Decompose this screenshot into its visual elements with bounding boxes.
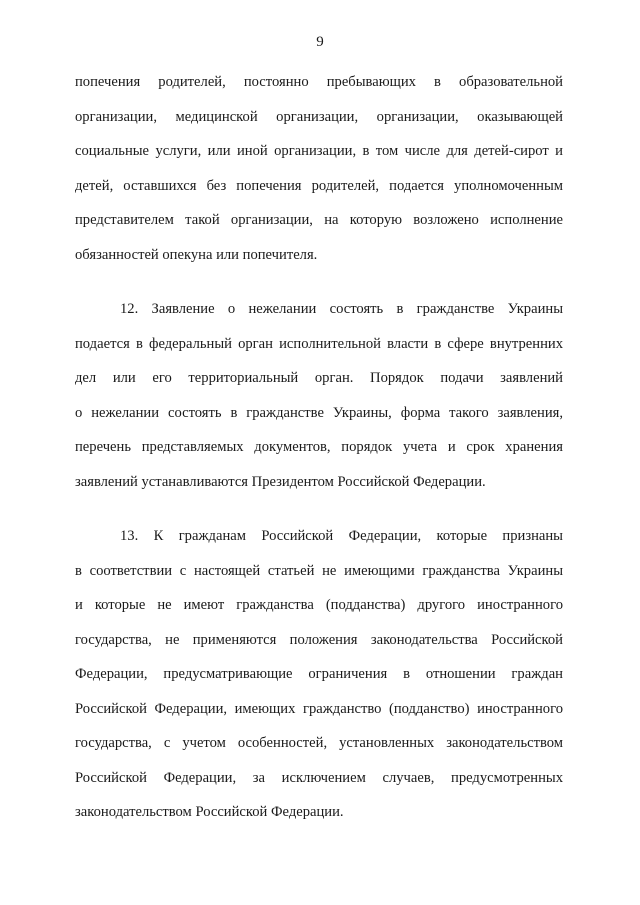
paragraph-continuation — [75, 72, 563, 279]
page-number: 9 — [316, 34, 324, 50]
paragraph-12 — [75, 299, 563, 506]
text-line: обязанностей опекуна или попечителя. — [75, 246, 318, 263]
paragraph-13 — [75, 526, 563, 837]
text-line: государства, не применяются положения законодательства Российской — [75, 631, 563, 648]
text-line: Федерации, предусматривающие ограничения в отношении граждан — [75, 666, 563, 682]
text-line: перечень представляемых документов, порядок учета и срок хранения — [75, 439, 563, 455]
text-line: социальные услуги, или иной организации, в том числе для детей-сирот и — [75, 143, 563, 159]
document-body — [75, 72, 563, 837]
text-line: 12. Заявление о нежелании состоять в гражданстве Украины — [120, 301, 563, 317]
text-line: заявлений устанавливаются Президентом Российской Федерации. — [75, 473, 486, 490]
text-line: государства, с учетом особенностей, установленных законодательством — [75, 735, 563, 751]
text-line: Российской Федерации, за исключением случаев, предусмотренных — [75, 769, 563, 786]
text-line: о нежелании состоять в гражданстве Украины, форма такого заявления, — [75, 404, 563, 421]
text-line: организации, медицинской организации, организации, оказывающей — [75, 108, 563, 125]
text-line: подается в федеральный орган исполнительной власти в сфере внутренних — [75, 335, 563, 352]
text-line: попечения родителей, постоянно пребывающих в образовательной — [75, 74, 563, 90]
text-line: детей, оставшихся без попечения родителей, подается уполномоченным — [75, 177, 563, 194]
text-line: представителем такой организации, на которую возложено исполнение — [75, 212, 563, 228]
text-line: дел или его территориальный орган. Порядок подачи заявлений — [75, 370, 563, 386]
text-line: законодательством Российской Федерации. — [75, 804, 344, 820]
text-line: и которые не имеют гражданства (подданства) другого иностранного — [75, 597, 563, 613]
text-line: 13. К гражданам Российской Федерации, которые признаны — [120, 528, 563, 544]
text-line: в соответствии с настоящей статьей не имеющими гражданства Украины — [75, 562, 563, 579]
text-line: Российской Федерации, имеющих гражданство (подданство) иностранного — [75, 700, 563, 717]
